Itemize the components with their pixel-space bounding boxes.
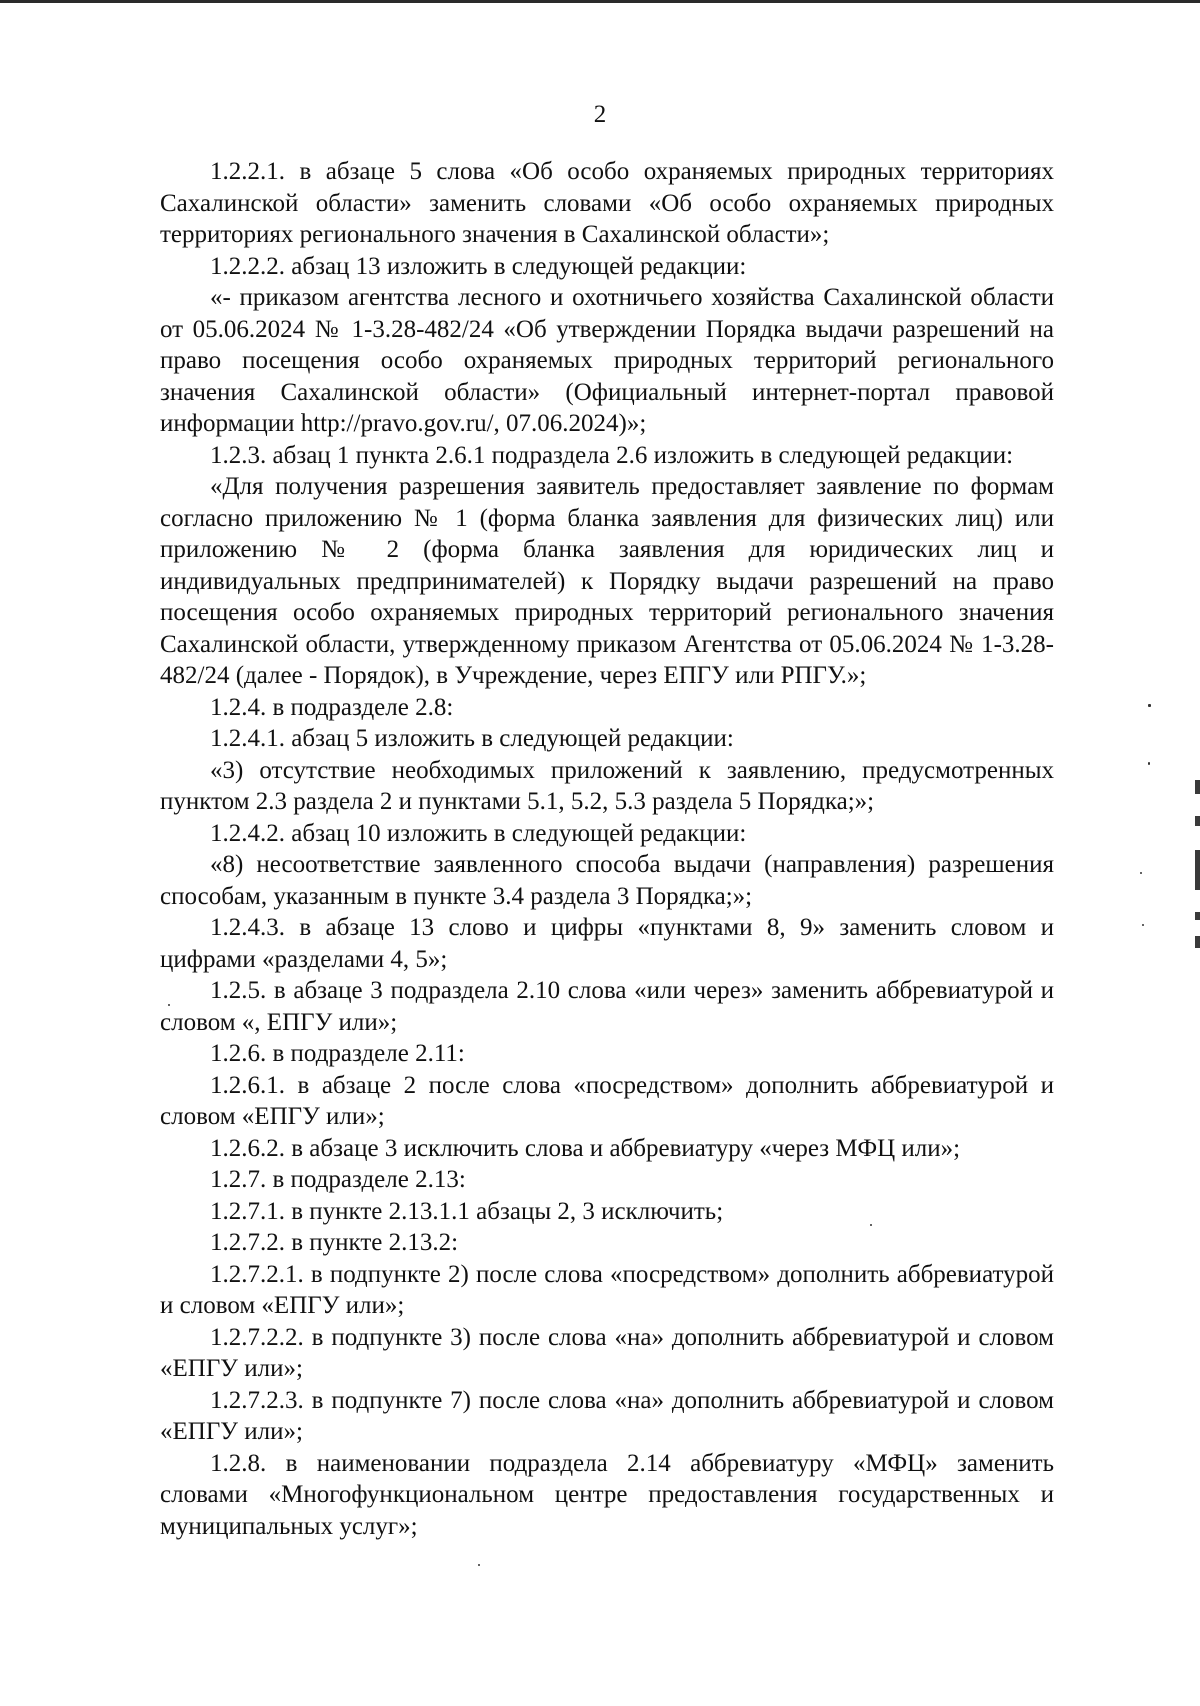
paragraph-1-2-8: 1.2.8. в наименовании подраздела 2.14 аббревиатуру «МФЦ» заменить словами «Многофункциональном центре предоставления государственных и муниципальных услуг»; xyxy=(160,1449,1054,1540)
paragraph-1-2-6-1: 1.2.6.1. в абзаце 2 после слова «посредством» дополнить аббревиатурой и словом «ЕПГУ или»; xyxy=(160,1071,1054,1130)
scan-top-border xyxy=(0,0,1200,3)
paragraph-1-2-2-1: 1.2.2.1. в абзаце 5 слова «Об особо охраняемых природных территориях Сахалинской области» заменить словами «Об особо охраняемых природных территориях регионального значения в Сахалинской области»; xyxy=(160,158,1054,248)
paragraph-1-2-7-1: 1.2.7.1. в пункте 2.13.1.1 абзацы 2, 3 исключить; xyxy=(210,1197,724,1225)
paragraph-quote-item-8: «8) несоответствие заявленного способа выдачи (направления) разрешения способам, указанным в пункте 3.4 раздела 3 Порядка;»; xyxy=(160,851,1054,910)
scan-speck xyxy=(1148,704,1151,707)
paragraph-1-2-7: 1.2.7. в подразделе 2.13: xyxy=(210,1166,466,1193)
paragraph-1-2-4: 1.2.4. в подразделе 2.8: xyxy=(210,693,454,721)
page-number: 2 xyxy=(593,101,607,128)
paragraph-1-2-6: 1.2.6. в подразделе 2.11: xyxy=(210,1040,465,1067)
scan-speck xyxy=(168,1004,170,1006)
scan-speck xyxy=(1142,924,1144,926)
paragraph-1-2-7-2: 1.2.7.2. в пункте 2.13.2: xyxy=(210,1229,459,1256)
scan-speck xyxy=(478,1564,480,1566)
paragraph-1-2-6-2: 1.2.6.2. в абзаце 3 исключить слова и аббревиатуру «через МФЦ или»; xyxy=(210,1134,961,1162)
paragraph-1-2-4-2: 1.2.4.2. абзац 10 изложить в следующей редакции: xyxy=(210,819,747,847)
scan-speck xyxy=(1140,872,1142,874)
paragraph-1-2-3: 1.2.3. абзац 1 пункта 2.6.1 подраздела 2.6 изложить в следующей редакции: xyxy=(210,441,1014,469)
scan-edge-marks xyxy=(1194,780,1200,950)
paragraph-quote-item-3: «3) отсутствие необходимых приложений к заявлению, предусмотренных пунктом 2.3 раздела 2 и пунктами 5.1, 5.2, 5.3 раздела 5 Порядка;»; xyxy=(160,756,1054,815)
document-body xyxy=(160,156,1054,1542)
paragraph-1-2-4-3: 1.2.4.3. в абзаце 13 слово и цифры «пунктами 8, 9» заменить словом и цифрами «разделами 4, 5»; xyxy=(160,914,1054,973)
scan-speck xyxy=(1148,762,1150,765)
scan-speck xyxy=(870,1224,872,1226)
paragraph-quote-application: «Для получения разрешения заявитель предоставляет заявление по формам согласно приложению № 1 (форма бланка заявления для физических лиц) или приложению № 2 (форма бланка заявления для юридических лиц и индивидуальных предпринимателей) к Порядку выдачи разрешений на право посещения особо охраняемых природных территорий регионального значения Сахалинской области, утвержденному приказом Агентства от 05.06.2024 № 1-3.28-482/24 (далее - Порядок), в Учреждение, через ЕПГУ или РПГУ.»; xyxy=(160,473,1054,689)
paragraph-1-2-7-2-2: 1.2.7.2.2. в подпункте 3) после слова «на» дополнить аббревиатурой и словом «ЕПГУ или»; xyxy=(160,1323,1054,1382)
paragraph-1-2-2-2: 1.2.2.2. абзац 13 изложить в следующей редакции: xyxy=(210,252,747,280)
paragraph-1-2-4-1: 1.2.4.1. абзац 5 изложить в следующей редакции: xyxy=(210,725,734,752)
paragraph-1-2-7-2-3: 1.2.7.2.3. в подпункте 7) после слова «на» дополнить аббревиатурой и словом «ЕПГУ или»; xyxy=(160,1386,1054,1445)
paragraph-quote-order: «- приказом агентства лесного и охотничьего хозяйства Сахалинской области от 05.06.2024 № 1-3.28-482/24 «Об утверждении Порядка выдачи разрешений на право посещения особо охраняемых природных территорий регионального значения Сахалинской области» (Официальный интернет-портал правовой информации http://pravo.gov.ru/, 07.06.2024)»; xyxy=(160,284,1054,437)
paragraph-1-2-5: 1.2.5. в абзаце 3 подраздела 2.10 слова «или через» заменить аббревиатурой и словом «, ЕПГУ или»; xyxy=(160,977,1054,1036)
paragraph-1-2-7-2-1: 1.2.7.2.1. в подпункте 2) после слова «посредством» дополнить аббревиатурой и словом «ЕПГУ или»; xyxy=(160,1260,1054,1319)
